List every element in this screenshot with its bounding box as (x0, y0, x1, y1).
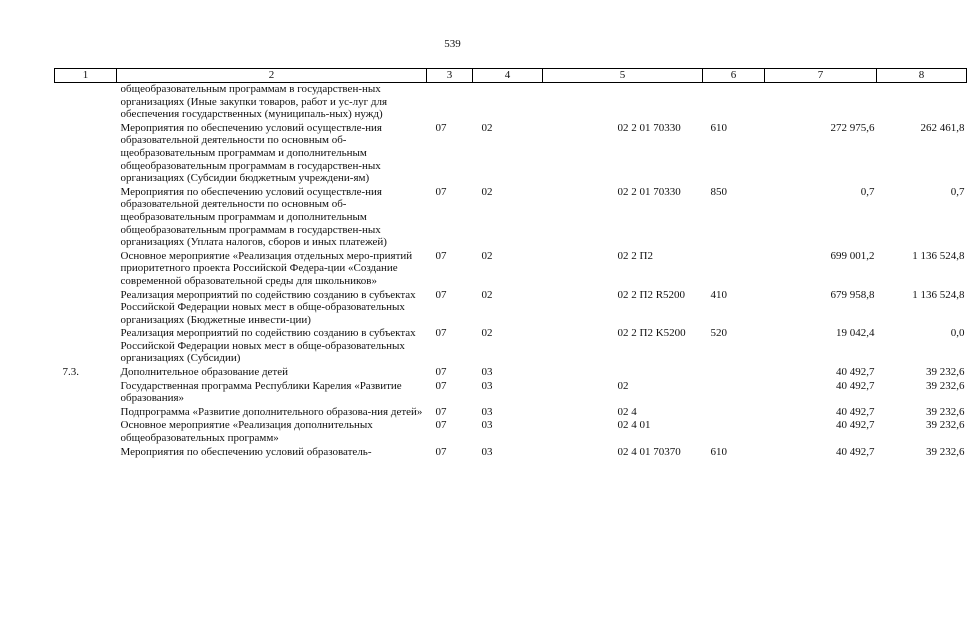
section-code: 07 (435, 121, 447, 134)
row-description: Подпрограмма «Развитие дополнительного образова-ния детей» (120, 405, 423, 418)
row-number (55, 406, 117, 420)
target-article-code: 02 2 П2 K5200 (617, 327, 686, 340)
row-description: Мероприятия по обеспечению условий образователь- (120, 445, 372, 458)
section-code: 07 (435, 419, 447, 432)
row-number (55, 327, 117, 366)
row-description: Реализация мероприятий по содействию созданию в субъектах Российской Федерации новых мест в обще-образовательных организациях (Бюджетные инвести-ции) (120, 288, 416, 326)
amount-year-2: 0,7 (950, 185, 965, 198)
column-header: 3 (427, 69, 473, 83)
target-article-code (543, 83, 703, 122)
expense-type-code (703, 419, 765, 445)
expense-type-code (703, 380, 765, 406)
amount-year-1 (765, 83, 877, 122)
column-header: 1 (55, 69, 117, 83)
expense-type-code (703, 366, 765, 380)
budget-table (54, 68, 967, 459)
row-description: Дополнительное образование детей (120, 366, 289, 379)
page-number: 539 (444, 38, 461, 50)
row-number: 7.3. (62, 366, 79, 379)
target-article-code: 02 4 (617, 405, 637, 418)
column-header: 2 (117, 69, 427, 83)
target-article-code: 02 4 01 70370 (617, 445, 681, 458)
expense-type-code (703, 250, 765, 289)
column-header: 6 (703, 69, 765, 83)
amount-year-2: 0,0 (950, 327, 965, 340)
amount-year-1: 40 492,7 (836, 405, 875, 418)
table-row (55, 289, 967, 328)
row-description: Реализация мероприятий по содействию созданию в субъектах Российской Федерации новых мест в обще-образовательных организациях (Субсидии) (120, 327, 416, 365)
subsection-code: 03 (481, 379, 493, 392)
target-article-code (543, 366, 703, 380)
section-code (427, 83, 473, 122)
target-article-code: 02 4 01 (617, 419, 651, 432)
amount-year-1: 40 492,7 (836, 366, 875, 379)
row-number (55, 380, 117, 406)
row-number (55, 186, 117, 250)
column-header: 7 (765, 69, 877, 83)
subsection-code: 02 (481, 249, 493, 262)
section-code: 07 (435, 379, 447, 392)
subsection-code: 03 (481, 419, 493, 432)
table-row (55, 122, 967, 186)
section-code: 07 (435, 249, 447, 262)
amount-year-2: 262 461,8 (920, 121, 965, 134)
row-description: общеобразовательным программам в государствен-ных организациях (Иные закупки товаров, работ и ус-луг для обеспечения государственных (муниципаль-ных) нужд) (120, 83, 388, 121)
row-number (55, 250, 117, 289)
amount-year-2: 1 136 524,8 (912, 249, 965, 262)
table-row (55, 419, 967, 445)
subsection-code: 03 (481, 405, 493, 418)
expense-type-code (703, 83, 765, 122)
subsection-code (473, 83, 543, 122)
expense-type-code: 610 (710, 445, 727, 458)
row-description: Мероприятия по обеспечению условий осуществле-ния образовательной деятельности по основным об-щеобразовательным программам и дополнительным общеобразовательным программам в государствен-ных организациях (Субсидии бюджетным учреждени-ям) (120, 121, 382, 185)
subsection-code: 02 (481, 185, 493, 198)
amount-year-2: 39 232,6 (926, 379, 965, 392)
amount-year-1: 0,7 (860, 185, 875, 198)
column-header: 4 (473, 69, 543, 83)
amount-year-2: 39 232,6 (926, 419, 965, 432)
target-article-code: 02 2 П2 R5200 (617, 288, 686, 301)
table-row (55, 327, 967, 366)
table-row (55, 186, 967, 250)
amount-year-2: 39 232,6 (926, 445, 965, 458)
amount-year-2: 1 136 524,8 (912, 288, 965, 301)
section-code: 07 (435, 445, 447, 458)
target-article-code: 02 (617, 379, 629, 392)
amount-year-2: 39 232,6 (926, 405, 965, 418)
table-row (55, 446, 967, 460)
row-number (55, 446, 117, 460)
table-row (55, 380, 967, 406)
row-number (55, 289, 117, 328)
section-code: 07 (435, 327, 447, 340)
amount-year-1: 40 492,7 (836, 379, 875, 392)
table-row (55, 406, 967, 420)
amount-year-2 (877, 83, 967, 122)
row-number (55, 419, 117, 445)
subsection-code: 02 (481, 327, 493, 340)
section-code: 07 (435, 288, 447, 301)
section-code: 07 (435, 366, 447, 379)
subsection-code: 03 (481, 445, 493, 458)
subsection-code: 02 (481, 288, 493, 301)
row-description: Мероприятия по обеспечению условий осуществле-ния образовательной деятельности по основным об-щеобразовательным программам и дополнительным общеобразовательным программам в государствен-ных организациях (Уплата налогов, сборов и иных платежей) (120, 185, 387, 249)
row-description: Государственная программа Республики Карелия «Развитие образования» (120, 379, 402, 405)
expense-type-code: 610 (710, 121, 727, 134)
target-article-code: 02 2 П2 (617, 249, 653, 262)
row-description: Основное мероприятие «Реализация отдельных меро-приятий приоритетного проекта Российской Федера-ции «Создание современной образовательной среды для школьников» (120, 249, 413, 287)
table-row (55, 366, 967, 380)
subsection-code: 03 (481, 366, 493, 379)
section-code: 07 (435, 405, 447, 418)
table-header-row (55, 69, 967, 83)
subsection-code: 02 (481, 121, 493, 134)
column-header: 8 (877, 69, 967, 83)
row-description: Основное мероприятие «Реализация дополнительных общеобразовательных программ» (120, 419, 373, 445)
column-header: 5 (543, 69, 703, 83)
amount-year-1: 40 492,7 (836, 419, 875, 432)
amount-year-1: 679 958,8 (830, 288, 875, 301)
amount-year-1: 40 492,7 (836, 445, 875, 458)
table-row (55, 250, 967, 289)
target-article-code: 02 2 01 70330 (617, 121, 681, 134)
amount-year-1: 19 042,4 (836, 327, 875, 340)
expense-type-code (703, 406, 765, 420)
table-row (55, 83, 967, 122)
row-number (55, 83, 117, 122)
amount-year-1: 699 001,2 (830, 249, 875, 262)
row-number (55, 122, 117, 186)
expense-type-code: 410 (710, 288, 727, 301)
amount-year-2: 39 232,6 (926, 366, 965, 379)
section-code: 07 (435, 185, 447, 198)
expense-type-code: 520 (710, 327, 727, 340)
amount-year-1: 272 975,6 (830, 121, 875, 134)
expense-type-code: 850 (710, 185, 727, 198)
target-article-code: 02 2 01 70330 (617, 185, 681, 198)
